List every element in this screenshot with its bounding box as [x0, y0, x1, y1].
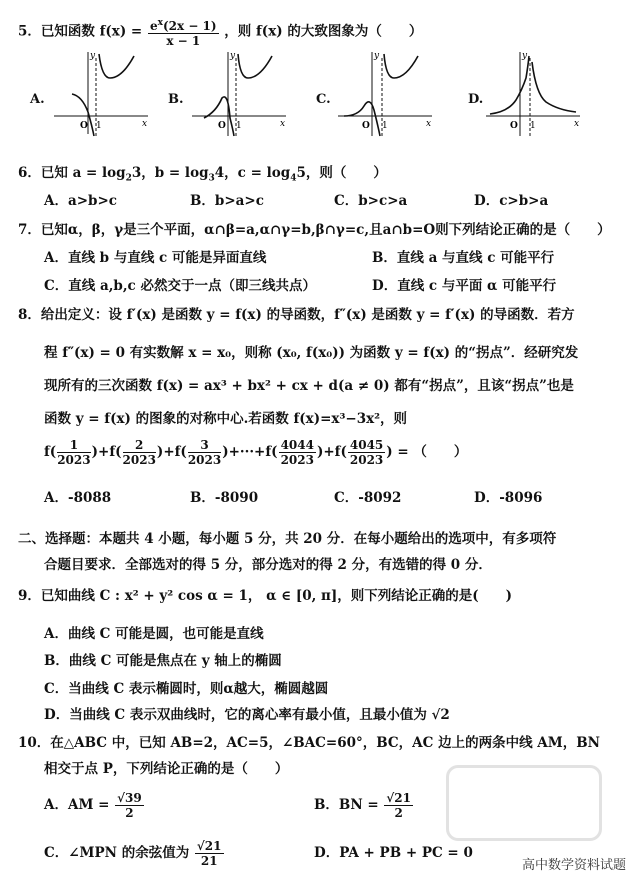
svg-text:1: 1 — [236, 121, 242, 131]
q9-option-c: C．当曲线 C 表示椭圆时，则α越大，椭圆越圆 — [44, 681, 329, 697]
q8-option-b: B．-8090 — [190, 490, 259, 506]
q5-fraction: $\frac{e^x(2x - 1)}{x - 1}$ — [149, 18, 217, 48]
q10-option-c: C．∠MPN 的余弦值为 $\frac{√21}{21}$ — [44, 839, 222, 868]
q7-option-b: B．直线 a 与直线 c 可能平行 — [372, 250, 555, 266]
svg-text:1: 1 — [96, 121, 102, 131]
svg-text:x: x — [426, 119, 432, 129]
q7-option-c: C．直线 a,b,c 必然交于一点（即三线共点） — [44, 278, 316, 294]
section-2-line-2: 合题目要求．全部选对的得 5 分，部分选对的得 2 分，有选错的得 0 分． — [44, 557, 492, 573]
q6-option-b: B．b>a>c — [190, 193, 264, 209]
q6-stem: 6．已知 $a = \log_23$，$b = \log_34$，$c = \log_45$，则（ ） — [18, 165, 387, 184]
q7-option-a: A．直线 b 与直线 c 可能是异面直线 — [44, 250, 267, 266]
q6-option-a: A．a>b>c — [44, 193, 118, 209]
q7-option-d: D．直线 c 与平面 α 可能平行 — [372, 278, 557, 294]
q5-graph-b — [190, 48, 290, 138]
q5-graph-c — [336, 48, 436, 138]
q10-option-d: D．PA + PB + PC = 0 — [314, 845, 473, 861]
q5-option-b-label: B. — [168, 92, 184, 107]
q8-line-2: 程 f″(x) = 0 有实数解 x = x₀，则称 (x₀, f(x₀)) 为函数 y = f(x) 的“拐点”．经研究发 — [44, 345, 579, 361]
svg-text:y: y — [522, 51, 528, 61]
q5-graph-a — [52, 48, 152, 138]
svg-text:y: y — [230, 51, 236, 61]
q9-option-d: D．当曲线 C 表示双曲线时，它的离心率有最小值，且最小值为 √2 — [44, 707, 450, 723]
svg-text:1: 1 — [382, 121, 388, 131]
q5-option-d-label: D. — [468, 92, 484, 107]
q9-option-a: A．曲线 C 可能是圆，也可能是直线 — [44, 626, 264, 642]
q5-option-a-label: A. — [30, 92, 45, 107]
q8-line-1: 8．给出定义：设 f′(x) 是函数 y = f(x) 的导函数，f″(x) 是函数 y = f′(x) 的导函数．若方 — [18, 307, 575, 323]
q6-option-c: C．b>c>a — [334, 193, 408, 209]
svg-text:O: O — [510, 121, 518, 131]
q5-graph-d — [484, 48, 584, 138]
svg-text:O: O — [218, 121, 226, 131]
q10-line-2: 相交于点 P，下列结论正确的是（ ） — [44, 761, 289, 777]
q5-option-c-label: C. — [316, 92, 331, 107]
q8-option-a: A．-8088 — [44, 490, 112, 506]
svg-text:x: x — [574, 119, 580, 129]
svg-text:O: O — [362, 121, 370, 131]
q8-line-4: 函数 y = f(x) 的图象的对称中心.若函数 f(x)=x³−3x²，则 — [44, 411, 408, 427]
q9-option-b: B．曲线 C 可能是焦点在 y 轴上的椭圆 — [44, 653, 282, 669]
q10-line-1: 10．在△ABC 中，已知 AB=2，AC=5，∠BAC=60°，BC，AC 边上的两条中线 AM，BN — [18, 735, 600, 751]
q5-stem: 5．已知函数 f(x) = $\frac{e^x(2x - 1)}{x - 1}$ ，则 f(x) 的大致图象为（ ） — [18, 18, 423, 48]
q8-sum-expression: f( $\frac{1}{2023}$ )+f( $\frac{2}{2023}$ )+f( $\frac{3}{2023}$ )+···+f( $\frac{4044}{2023}$ )+f( $\frac{4045}{2023}$ ) = （ ） — [44, 438, 468, 467]
q10-option-a: A．AM = $\frac{√39}{2}$ — [44, 791, 142, 820]
q9-stem: 9．已知曲线 C : x² + y² cos α = 1， α ∈ [0, π]，则下列结论正确的是( ) — [18, 588, 513, 604]
svg-text:y: y — [90, 51, 96, 61]
watermark-text: 高中数学资料试题 — [521, 858, 626, 873]
q7-stem: 7．已知α，β，γ是三个平面，α∩β=a,α∩γ=b,β∩γ=c,且a∩b=O则下列结论正确的是（ ） — [18, 222, 611, 238]
section-2-line-1: 二、选择题：本题共 4 小题，每小题 5 分，共 20 分．在每小题给出的选项中，有多项符 — [18, 531, 557, 547]
origin-label: O — [80, 121, 88, 131]
watermark-stamp — [446, 765, 602, 841]
svg-text:1: 1 — [530, 121, 536, 131]
q8-line-3: 现所有的三次函数 f(x) = ax³ + bx² + cx + d(a ≠ 0) 都有“拐点”，且该“拐点”也是 — [44, 378, 574, 394]
svg-text:x: x — [142, 119, 148, 129]
q8-option-c: C．-8092 — [334, 490, 402, 506]
q10-option-b: B．BN = $\frac{√21}{2}$ — [314, 791, 411, 820]
q8-option-d: D．-8096 — [474, 490, 543, 506]
svg-text:y: y — [374, 51, 380, 61]
svg-text:x: x — [280, 119, 286, 129]
q6-option-d: D．c>b>a — [474, 193, 549, 209]
